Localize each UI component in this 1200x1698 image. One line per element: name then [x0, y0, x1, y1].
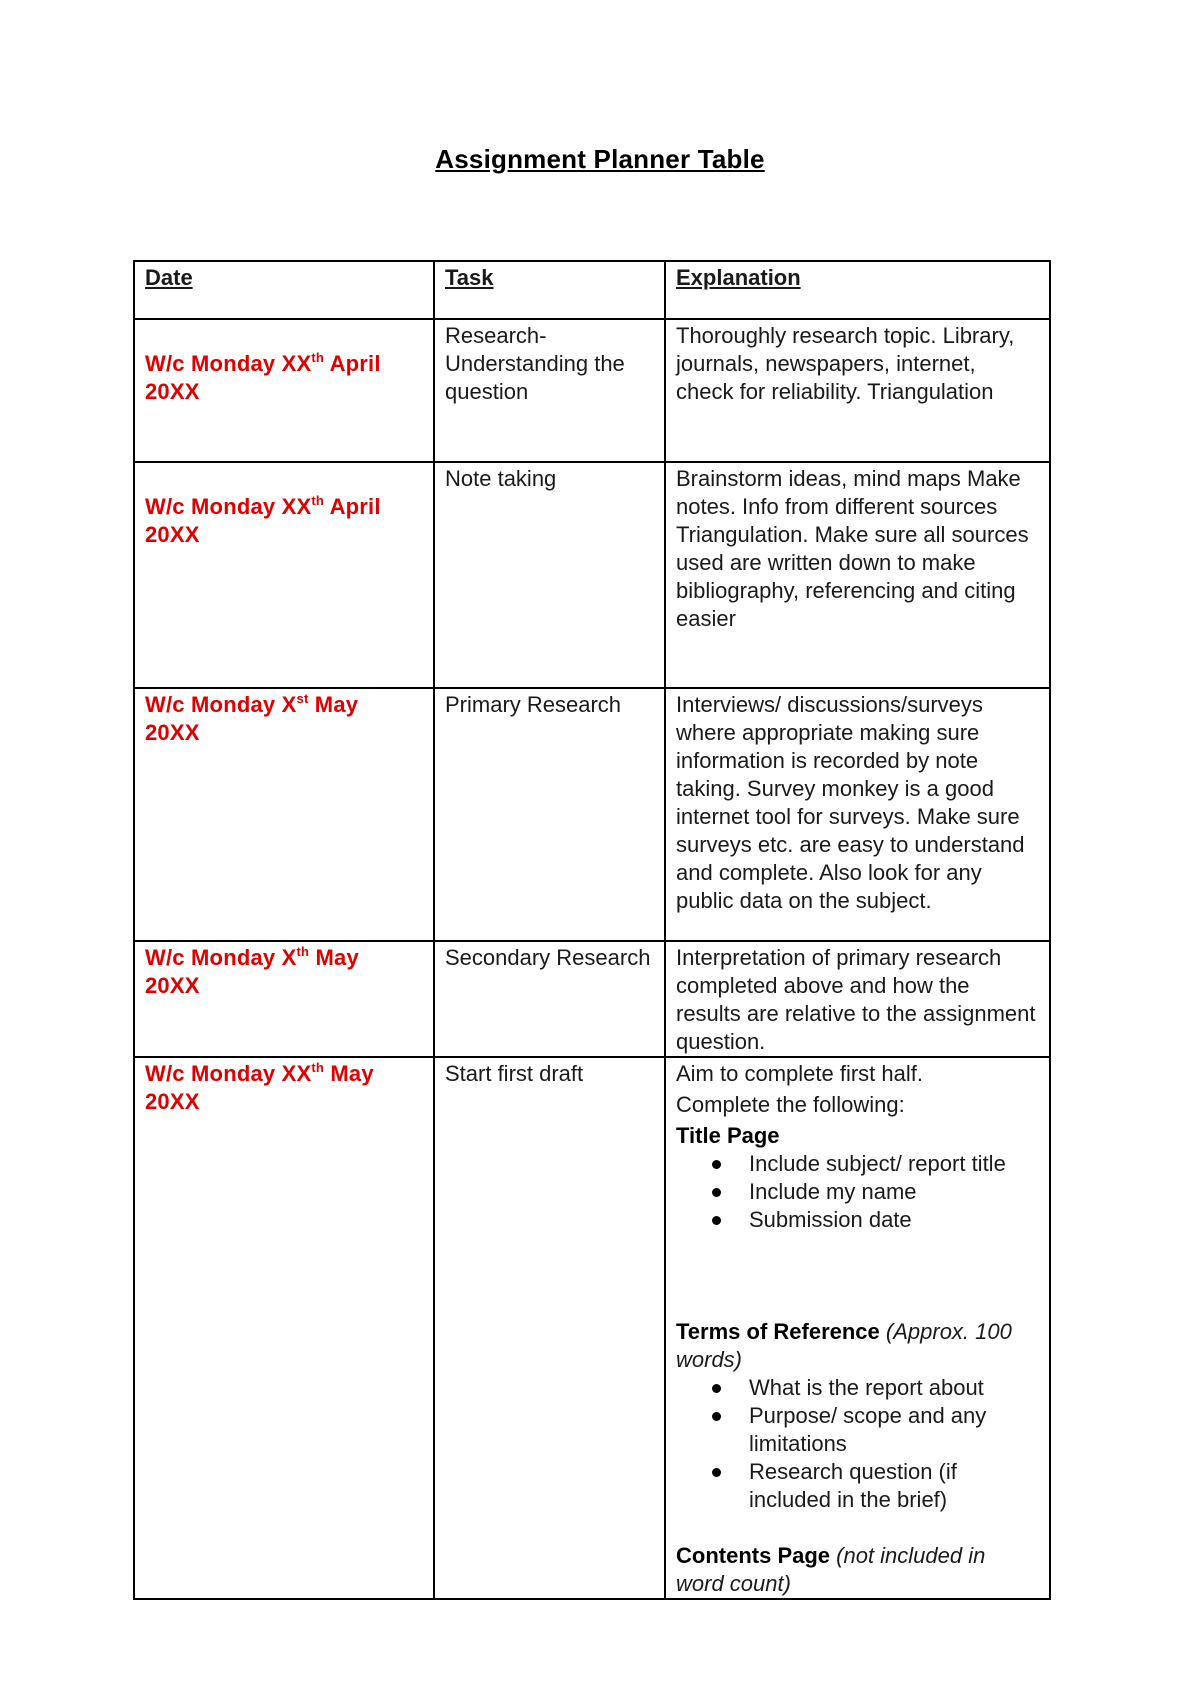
- bullet-icon: [712, 1160, 721, 1169]
- list-item: Submission date: [712, 1206, 1039, 1234]
- list-item: Research question (if included in the brief): [712, 1458, 1039, 1514]
- contents-page-heading: Contents Page (not included in word count): [676, 1543, 986, 1596]
- table-row: [134, 941, 1050, 1057]
- list-item: Include my name: [712, 1178, 1039, 1206]
- date-cell: [134, 319, 434, 462]
- page-title: Assignment Planner Table: [435, 144, 765, 174]
- explanation-cell: Brainstorm ideas, mind maps Make notes. Info from different sources Triangulation. Make sure all sources used are written down to make bibliography, referencing and citing easier: [665, 462, 1050, 688]
- explanation-cell: [665, 1057, 1050, 1599]
- task-cell: Research- Understanding the question: [434, 319, 665, 462]
- terms-of-reference-heading: Terms of Reference (Approx. 100 words): [676, 1319, 1012, 1372]
- date-cell: [134, 462, 434, 688]
- explanation-intro-2: Complete the following:: [676, 1092, 905, 1117]
- bullet-icon: [712, 1384, 721, 1393]
- table-row: [134, 1057, 1050, 1599]
- explanation-intro: Aim to complete first half.: [676, 1061, 923, 1086]
- table-header-row: [134, 261, 1050, 319]
- header-date: Date: [134, 261, 434, 319]
- task-cell: Secondary Research: [434, 941, 665, 1057]
- date-label: W/c Monday XXth April 20XX: [145, 493, 381, 547]
- explanation-cell: Interpretation of primary research completed above and how the results are relative to the assignment question.: [665, 941, 1050, 1057]
- title-page-heading: Title Page: [676, 1123, 780, 1148]
- task-cell: Note taking: [434, 462, 665, 688]
- date-cell: [134, 941, 434, 1057]
- list-item: What is the report about: [712, 1374, 1039, 1402]
- list-item: Purpose/ scope and any limitations: [712, 1402, 1039, 1458]
- explanation-cell: Interviews/ discussions/surveys where appropriate making sure information is recorded by note taking. Survey monkey is a good internet tool for surveys. Make sure surveys etc. are easy to understand and complete. Also look for any public data on the subject.: [665, 688, 1050, 941]
- explanation-cell: Thoroughly research topic. Library, journals, newspapers, internet, check for reliability. Triangulation: [665, 319, 1050, 462]
- bullet-icon: [712, 1188, 721, 1197]
- bullet-icon: [712, 1468, 721, 1477]
- date-label: W/c Monday XXth May 20XX: [145, 1060, 374, 1114]
- terms-of-reference-list: [676, 1374, 1039, 1514]
- date-label: W/c Monday Xst May 20XX: [145, 691, 359, 745]
- list-item: Include subject/ report title: [712, 1150, 1039, 1178]
- date-cell: [134, 688, 434, 941]
- date-label: W/c Monday Xth May 20XX: [145, 944, 359, 998]
- date-label: W/c Monday XXth April 20XX: [145, 350, 381, 404]
- date-cell: [134, 1057, 434, 1599]
- table-row: [134, 462, 1050, 688]
- bullet-icon: [712, 1412, 721, 1421]
- bullet-icon: [712, 1216, 721, 1225]
- task-cell: Start first draft: [434, 1057, 665, 1599]
- table-row: [134, 688, 1050, 941]
- title-page-list: [676, 1150, 1039, 1234]
- table-row: [134, 319, 1050, 462]
- header-explanation: Explanation: [665, 261, 1050, 319]
- task-cell: Primary Research: [434, 688, 665, 941]
- header-task: Task: [434, 261, 665, 319]
- assignment-planner-table: [133, 260, 1051, 1600]
